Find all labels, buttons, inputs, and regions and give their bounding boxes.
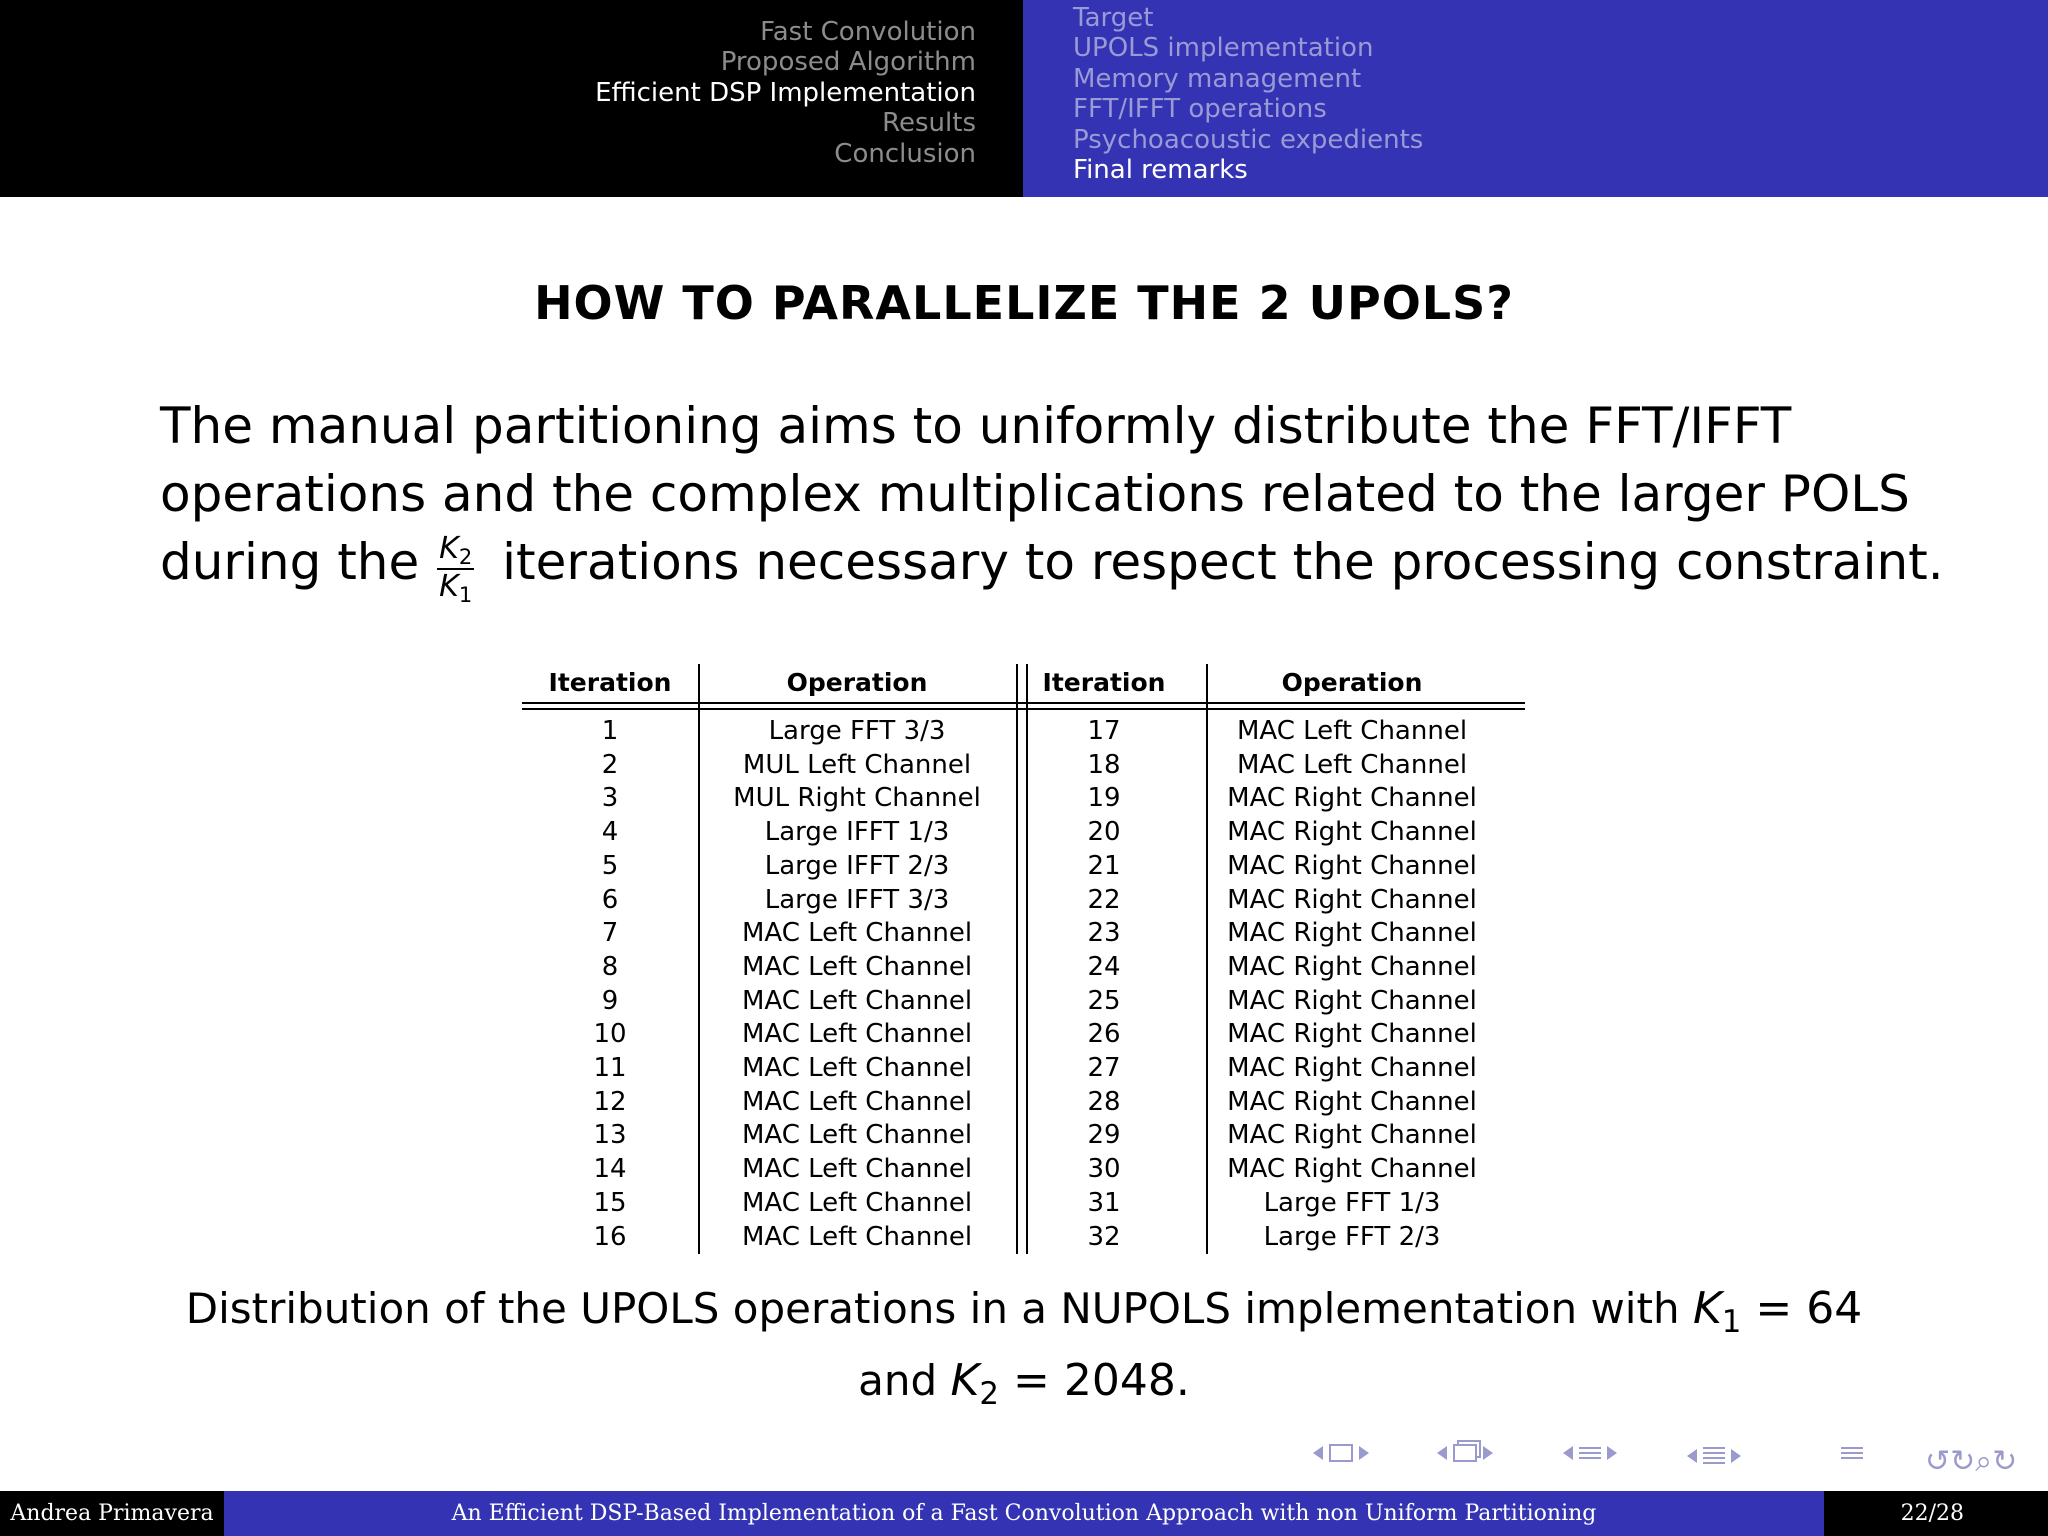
table-row [522, 850, 1525, 884]
table-row [522, 749, 1525, 783]
table-row [522, 884, 1525, 918]
iteration-cell: 19 [1087, 783, 1121, 814]
operation-cell: MAC Right Channel [1227, 985, 1477, 1016]
header-rule-top [522, 702, 1525, 704]
header-iteration-2: Iteration [1042, 668, 1166, 698]
table-row [522, 1018, 1525, 1052]
frame-nav-icon[interactable] [1313, 1444, 1369, 1462]
section-nav-icon[interactable] [1563, 1444, 1617, 1462]
operation-cell: MAC Right Channel [1227, 1120, 1477, 1151]
footer-title: An Efficient DSP-Based Implementation of a Fast Convolution Approach with non Uniform Partitioning [224, 1491, 1824, 1536]
section-link-0[interactable]: Fast Convolution [760, 17, 976, 47]
operation-cell: MAC Left Channel [741, 985, 973, 1016]
presentation-nav-icon[interactable] [1687, 1444, 1741, 1467]
iteration-cell: 24 [1087, 951, 1121, 982]
caption-line-1-text: Distribution of the UPOLS operations in a NUPOLS implementation with [185, 1284, 1680, 1333]
operation-cell: MAC Right Channel [1227, 884, 1477, 915]
k2-value: = 2048. [1013, 1355, 1190, 1406]
body-paragraph [160, 392, 1944, 607]
iteration-cell: 20 [1087, 817, 1121, 848]
header-iteration-1: Iteration [548, 668, 672, 698]
k1-expression [1692, 1283, 1863, 1341]
iteration-cell: 15 [593, 1187, 627, 1218]
operation-cell: Large IFFT 2/3 [764, 850, 950, 881]
operation-cell: Large IFFT 3/3 [764, 884, 950, 915]
iteration-cell: 28 [1087, 1086, 1121, 1117]
k2-var: K [950, 1355, 980, 1406]
operation-cell: MAC Left Channel [741, 951, 973, 982]
body-line-3 [160, 528, 1944, 607]
section-link-4[interactable]: Conclusion [834, 138, 976, 169]
section-navigation [0, 0, 1023, 197]
section-link-2[interactable]: Efficient DSP Implementation [595, 77, 976, 108]
section-link-1[interactable]: Proposed Algorithm [720, 47, 976, 78]
iteration-cell: 25 [1087, 985, 1121, 1016]
iteration-cell: 22 [1087, 884, 1121, 915]
section-link-3[interactable]: Results [882, 108, 976, 139]
fraction-denominator [437, 568, 474, 607]
subsection-link-4[interactable]: Psychoacoustic expedients [1073, 124, 1424, 155]
body-line-3-pre: during the [160, 533, 420, 591]
operation-cell: Large IFFT 1/3 [764, 817, 950, 848]
operation-cell: MAC Left Channel [741, 1120, 973, 1151]
subsection-link-0[interactable]: Target [1073, 3, 1154, 33]
subsection-link-1[interactable]: UPOLS implementation [1073, 33, 1374, 64]
iteration-cell: 30 [1087, 1154, 1121, 1185]
header-operation-1: Operation [786, 668, 928, 698]
iteration-cell: 4 [601, 817, 619, 848]
operation-cell: MAC Right Channel [1227, 918, 1477, 949]
operation-cell: Large FFT 2/3 [1263, 1221, 1441, 1252]
subsection-link-5[interactable]: Final remarks [1073, 155, 1248, 186]
iteration-cell: 13 [593, 1120, 627, 1151]
iteration-cell: 9 [601, 985, 619, 1016]
table-header-row [522, 664, 1525, 702]
table-row [522, 1153, 1525, 1187]
iteration-cell: 11 [593, 1053, 627, 1084]
operation-cell: MAC Left Channel [1236, 716, 1468, 746]
iteration-cell: 26 [1087, 1019, 1121, 1050]
iteration-cell: 1 [601, 716, 619, 746]
denominator-var: K [439, 568, 459, 604]
header-rule-bottom [522, 708, 1525, 710]
footer-page-number: 22/28 [1824, 1491, 2048, 1536]
operation-cell: MAC Left Channel [741, 918, 973, 949]
k2-over-k1-fraction [437, 530, 474, 607]
back-forward-search-icon[interactable]: ↺↻⌕↻ [1925, 1444, 2018, 1479]
k1-sub: 1 [1721, 1304, 1742, 1341]
iteration-cell: 32 [1087, 1221, 1121, 1252]
subsection-nav-icon[interactable] [1437, 1444, 1493, 1462]
iteration-cell: 3 [601, 783, 619, 814]
header-operation-2: Operation [1281, 668, 1423, 698]
subsection-link-2[interactable]: Memory management [1073, 63, 1362, 94]
table-row [522, 951, 1525, 985]
k2-expression [950, 1355, 1190, 1413]
fraction-numerator [437, 530, 474, 570]
header-bar [0, 0, 2048, 197]
table-row [522, 782, 1525, 816]
denominator-sub: 1 [458, 582, 473, 607]
footer-author: Andrea Primavera [0, 1491, 224, 1536]
operation-cell: MAC Right Channel [1227, 783, 1477, 814]
table-row [522, 985, 1525, 1019]
operation-cell: MAC Left Channel [741, 1154, 973, 1185]
subsection-navigation [1023, 0, 2048, 197]
iteration-cell: 14 [593, 1154, 627, 1185]
iteration-cell: 21 [1087, 850, 1121, 881]
iteration-cell: 10 [593, 1019, 627, 1050]
operation-cell: MAC Left Channel [1236, 749, 1468, 780]
operation-cell: MAC Left Channel [741, 1086, 973, 1117]
body-line-2: operations and the complex multiplications related to the larger POLS [160, 465, 1910, 523]
caption-line-2 [0, 1347, 2048, 1419]
iteration-cell: 12 [593, 1086, 627, 1117]
operation-cell: MUL Right Channel [733, 783, 981, 814]
operation-cell: Large FFT 3/3 [768, 716, 946, 746]
frame-title: HOW TO PARALLELIZE THE 2 UPOLS? [534, 276, 1514, 330]
iteration-cell: 18 [1087, 749, 1121, 780]
operation-cell: MAC Left Channel [741, 1053, 973, 1084]
table-row [522, 816, 1525, 850]
table-row [522, 1221, 1525, 1255]
operation-cell: MAC Right Channel [1227, 817, 1477, 848]
body-line-1: The manual partitioning aims to uniformly distribute the FFT/IFFT [160, 397, 1792, 455]
caption-line-2-text: and [858, 1356, 938, 1405]
operation-cell: MAC Left Channel [741, 1221, 973, 1252]
operation-cell: MAC Right Channel [1227, 1086, 1477, 1117]
table-row [522, 1187, 1525, 1221]
iteration-cell: 7 [601, 918, 619, 949]
iteration-cell: 31 [1087, 1187, 1121, 1218]
table-row [522, 1086, 1525, 1120]
operation-cell: MAC Left Channel [741, 1019, 973, 1050]
body-line-3-post: iterations necessary to respect the processing constraint. [502, 533, 1944, 591]
operations-table [522, 664, 1525, 1254]
k2-sub: 2 [979, 1376, 1000, 1413]
table-row [522, 715, 1525, 749]
table-body [522, 715, 1525, 1254]
iteration-cell: 23 [1087, 918, 1121, 949]
footer-bar [0, 1491, 2048, 1536]
iteration-cell: 6 [601, 884, 619, 915]
operation-cell: MUL Left Channel [742, 749, 972, 780]
operation-cell: MAC Right Channel [1227, 951, 1477, 982]
table-row [522, 917, 1525, 951]
appendix-icon[interactable] [1841, 1444, 1863, 1462]
operation-cell: MAC Right Channel [1227, 1019, 1477, 1050]
iteration-cell: 8 [601, 951, 619, 982]
k1-var: K [1692, 1283, 1722, 1334]
iteration-cell: 2 [601, 749, 619, 780]
subsection-list [1073, 3, 1423, 185]
iteration-cell: 5 [601, 850, 619, 881]
subsection-link-3[interactable]: FFT/IFFT operations [1073, 94, 1327, 125]
operation-cell: MAC Right Channel [1227, 1053, 1477, 1084]
section-list [595, 17, 976, 169]
iteration-cell: 16 [593, 1221, 627, 1252]
table-row [522, 1119, 1525, 1153]
iteration-cell: 17 [1087, 716, 1121, 746]
caption-line-1 [0, 1275, 2048, 1347]
iteration-cell: 29 [1087, 1120, 1121, 1151]
table-caption [0, 1275, 2048, 1419]
numerator-sub: 2 [458, 544, 473, 569]
operation-cell: Large FFT 1/3 [1263, 1187, 1441, 1218]
iteration-cell: 27 [1087, 1053, 1121, 1084]
operation-cell: MAC Right Channel [1227, 1154, 1477, 1185]
table-row [522, 1052, 1525, 1086]
k1-value: = 64 [1755, 1283, 1863, 1334]
operation-cell: MAC Right Channel [1227, 850, 1477, 881]
numerator-var: K [439, 530, 459, 566]
beamer-navigation-symbols [0, 1444, 2048, 1478]
operation-cell: MAC Left Channel [741, 1187, 973, 1218]
